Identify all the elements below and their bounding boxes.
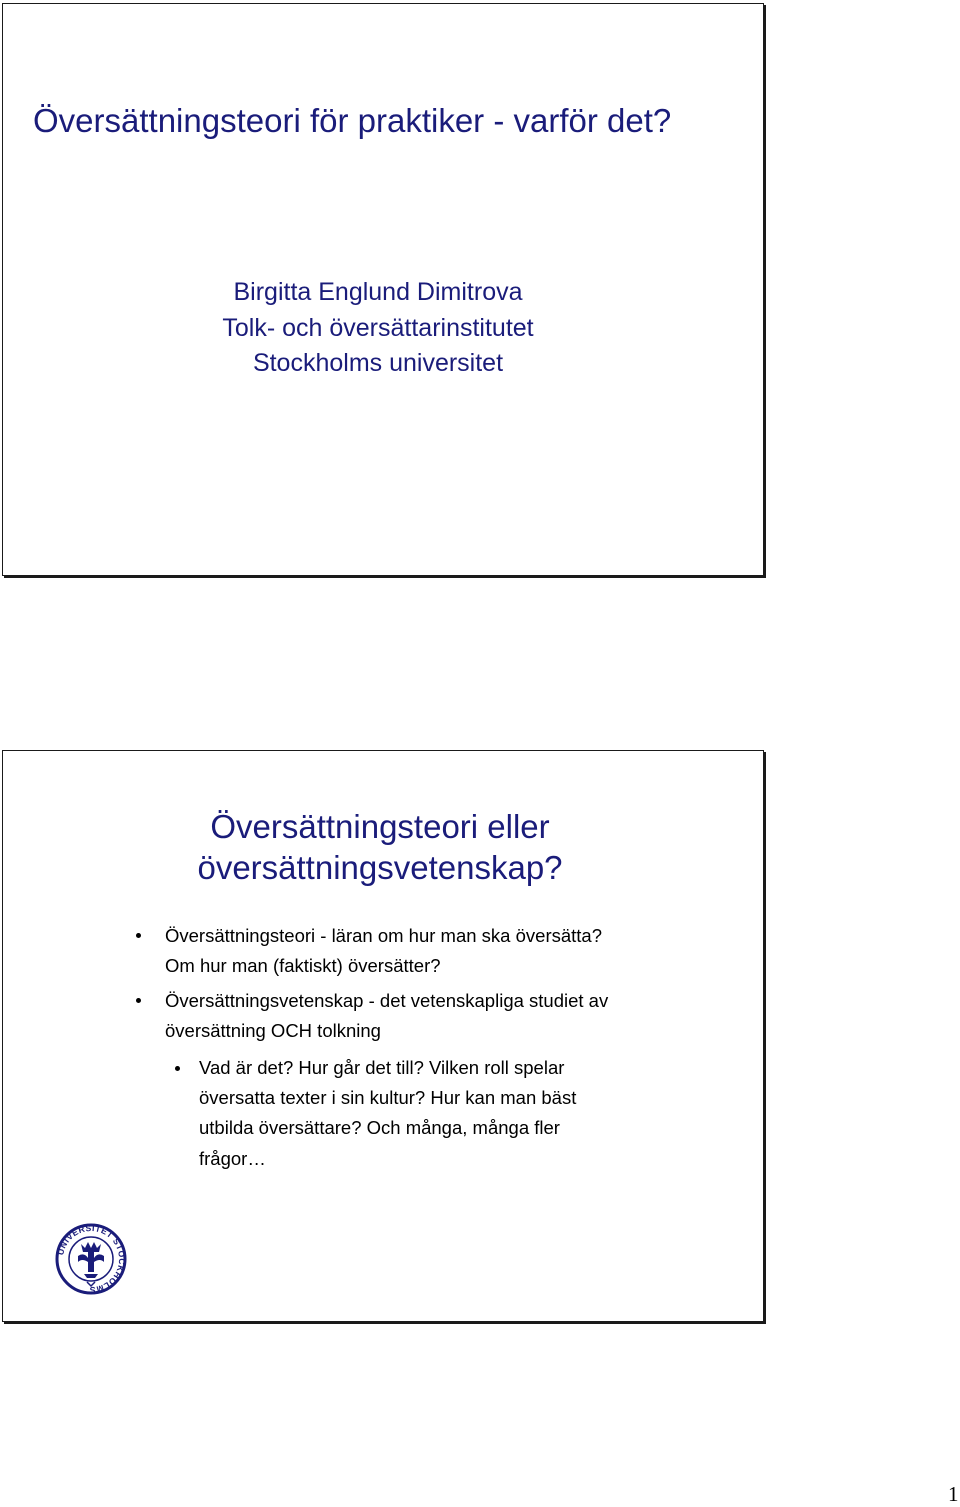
bullet-2-line-1: Översättningsvetenskap - det vetenskapliga studiet av	[165, 990, 609, 1011]
slide-2-title	[0, 806, 762, 888]
bullet-2-line-2: översättning OCH tolkning	[165, 1020, 381, 1041]
seal-text: UNIVERSITET STOCKHOLMS	[55, 1222, 128, 1296]
author-university: Stockholms universitet	[252, 349, 504, 377]
sub-bullet-line-2: översatta texter i sin kultur? Hur kan man bäst	[199, 1087, 577, 1108]
author-block	[0, 275, 762, 382]
sub-bullet-dot	[175, 1066, 180, 1071]
seal-graphic	[54, 1222, 128, 1296]
stockholm-university-seal-icon	[54, 1222, 128, 1296]
bullet-dot	[136, 933, 141, 938]
author-name: Birgitta Englund Dimitrova	[233, 278, 523, 306]
slide-2-title-line-2: översättningsvetenskap?	[197, 849, 563, 886]
page-number: 1	[948, 1482, 959, 1506]
slide-2-title-line-1: Översättningsteori eller	[210, 808, 550, 845]
sub-bullet-line-1: Vad är det? Hur går det till? Vilken roll spelar	[199, 1057, 565, 1078]
slide-1-title: Översättningsteori för praktiker - varför det?	[33, 102, 672, 139]
bullet-dot	[136, 998, 141, 1003]
sub-bullet-line-4: frågor…	[199, 1148, 266, 1169]
bullet-1-line-1: Översättningsteori - läran om hur man ska översätta?	[165, 925, 602, 946]
author-institute: Tolk- och översättarinstitutet	[222, 313, 534, 342]
sub-bullet-line-3: utbilda översättare? Och många, många fler	[199, 1117, 560, 1138]
bullet-1-line-2: Om hur man (faktiskt) översätter?	[165, 955, 441, 976]
